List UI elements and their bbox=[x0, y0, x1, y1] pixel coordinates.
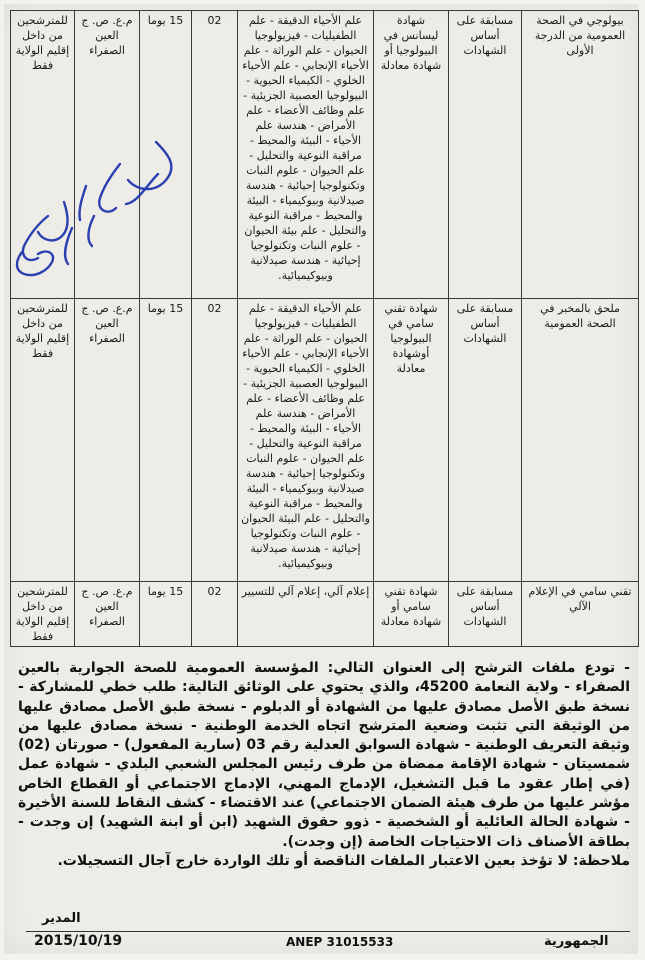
publication-date: 2015/10/19 bbox=[34, 933, 123, 949]
diploma-cell: شهادة تقني سامي أو شهادة معادلة bbox=[374, 582, 449, 647]
positions-table bbox=[10, 10, 639, 647]
handwritten-signature bbox=[8, 124, 208, 284]
submission-notice bbox=[18, 659, 630, 871]
newspaper-clipping bbox=[4, 4, 638, 954]
rank-cell: تقني سامي في الإعلام الآلي bbox=[522, 582, 639, 647]
rank-cell: بيولوجي في الصحة العمومية من الدرجة الأولى bbox=[522, 11, 639, 299]
table-row bbox=[11, 582, 639, 647]
period-cell: 15 يوما bbox=[140, 582, 192, 647]
center-cell: م.ع. ص. ج العين الصفراء bbox=[75, 582, 140, 647]
notice-body: - تودع ملفات الترشح إلى العنوان التالي: المؤسسة العمومية للصحة الجوارية بالعين الصفراء - ولاية النعامة 45200، والذي يحتوي على الوثائق التالية: طلب خطي للمشاركة - نسخة طبق الأصل مصادق عليها من الشهادة أو الدبلوم - نسخة طبق الأصل مصادق عليها من الوثيقة التي تثبت وضعية المترشح اتجاه الخدمة الوطنية - نسخة مصادق عليها من وثيقة التعريف الوطنية - شهادة السوابق العدلية رقم 03 (سارية المفعول) - صورتان (02) شمسيتان - شهادة الإقامة ممضاة من طرف رئيس المجلس الشعبي البلدي - شهادة عمل (في إطار عقود ما قبل التشغيل، الإدماج المهني، الإدماج الاجتماعي أو القطاع الخاص مؤشر عليها من طرف هيئة الضمان الاجتماعي) عند الاقتضاء - كشف النقاط للسنة الأخيرة - شهادة الحالة العائلية أو الشخصية - ذوو حقوق الشهيد (ابن أو ابنة الشهيد) إن وجدت - بطاقة الأصناف ذات الاحتياجات الخاصة (إن وجدت). bbox=[18, 660, 630, 850]
specialties-cell: علم الأحياء الدقيقة - علم الطفيليات - فيزيولوجيا الحيوان - علم الوراثة - علم الأحياء الإنجابي - علم الأحياء الخلوي - الكيمياء الحيوية - البيولوجيا العصبية الجزيئية - علم وظائف الأعضاء - علم الأمراض - هندسة علم الأحياء - البيئة والمحيط - مراقبة النوعية والتحليل - علم الحيوان - علوم النبات وتكنولوجيا إحيائية - هندسة صيدلانية وبيوكيمياء - البيئة والمحيط - مراقبة النوعية والتحليل - علم البيئة الحيوان - علوم النبات وتكنولوجيا إحيائية - هندسة صيدلانية وبيوكيميائية. bbox=[238, 299, 374, 582]
center-cell: م.ع. ص. ج العين الصفراء bbox=[75, 299, 140, 582]
eligibility-cell: للمترشحين من داخل إقليم الولاية فقط bbox=[11, 299, 75, 582]
period-cell: 15 يوما bbox=[140, 11, 192, 299]
footer-divider bbox=[26, 931, 630, 932]
center-cell: م.ع. ص. ج العين الصفراء bbox=[75, 11, 140, 299]
period-cell: 15 يوما bbox=[140, 299, 192, 582]
diploma-cell: شهادة تقني سامي في البيولوجيا أوشهادة معادلة bbox=[374, 299, 449, 582]
mode-cell: مسابقة على أساس الشهادات bbox=[449, 582, 522, 647]
table-row bbox=[11, 299, 639, 582]
eligibility-cell: للمترشحين من داخل إقليم الولاية فقط bbox=[11, 582, 75, 647]
signatory-label: المدير bbox=[42, 911, 81, 926]
mode-cell: مسابقة على أساس الشهادات bbox=[449, 299, 522, 582]
eligibility-cell: للمترشحين من داخل إقليم الولاية فقط bbox=[11, 11, 75, 299]
rank-cell: ملحق بالمخبر في الصحة العمومية bbox=[522, 299, 639, 582]
diploma-cell: شهادة ليسانس في البيولوجيا أو شهادة معادلة bbox=[374, 11, 449, 299]
specialties-cell: علم الأحياء الدقيقة - علم الطفيليات - فيزيولوجيا الحيوان - علم الوراثة - علم الأحياء الإنجابي - علم الأحياء الخلوي - الكيمياء الحيوية - البيولوجيا العصبية الجزيئية - علم وظائف الأعضاء - علم الأمراض - هندسة علم الأحياء - البيئة والمحيط - مراقبة النوعية والتحليل - علم الحيوان - علوم النبات وتكنولوجيا إحيائية - هندسة صيدلانية وبيوكيمياء - البيئة والمحيط - مراقبة النوعية والتحليل - علم بيئة الحيوان - علوم النبات وتكنولوجيا إحيائية - هندسة صيدلانية وبيوكيميائية. bbox=[238, 11, 374, 299]
anep-reference: ANEP 31015533 bbox=[286, 935, 394, 949]
newspaper-name: الجمهورية bbox=[544, 934, 609, 949]
notice-note: ملاحظة: لا تؤخذ بعين الاعتبار الملفات الناقصة أو تلك الواردة خارج آجال التسجيلات. bbox=[57, 852, 630, 869]
posts-cell: 02 bbox=[192, 299, 238, 582]
mode-cell: مسابقة على أساس الشهادات bbox=[449, 11, 522, 299]
posts-cell: 02 bbox=[192, 582, 238, 647]
posts-cell: 02 bbox=[192, 11, 238, 299]
specialties-cell: إعلام آلي، إعلام آلي للتسيير bbox=[238, 582, 374, 647]
